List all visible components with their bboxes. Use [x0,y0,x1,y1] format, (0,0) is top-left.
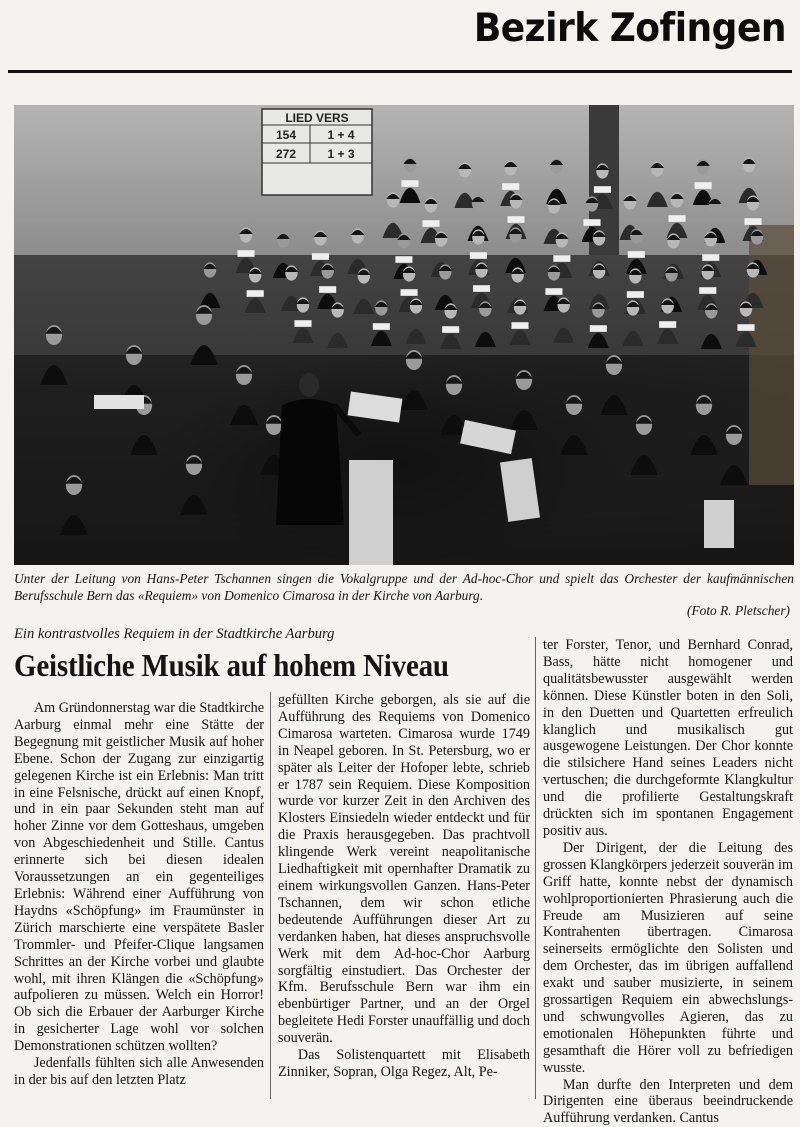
article-column-1 [14,700,264,1089]
photo-illustration [14,105,794,565]
section-masthead: Bezirk Zofingen [473,6,786,52]
board-header: LIED VERS [285,111,349,125]
paragraph: Jedenfalls fühlten sich alle Anwesenden in der bis auf den letzten Platz [14,1055,264,1088]
article-kicker: Ein kontrastvolles Requiem in der Stadtkirche Aarburg [14,626,335,642]
article-column-2 [278,692,530,1081]
music-stand [704,500,734,548]
paragraph: Der Dirigent, der die Leitung des grossen Klangkörpers jederzeit souverän im Griff hatte, konnte nebst der dynamisch wohlproportionierten Phrasierung auch die Freude am Musizieren auf seine Kontrahenten übertragen. Cimarosa seinerseits ermöglichte den Solisten und dem Orchester, das im übrigen auffallend exakt und sauber musizierte, in seinem grossartigen Requiem ein abwechslungs- und schwungvolles Agieren, das zu emotionalen Höhepunkten führte und gesamthaft die Hörer voll zu befriedigen wusste. [543,839,793,1076]
music-stand [94,395,144,409]
article-column-3 [543,637,793,1127]
header-rule [8,70,792,73]
concert-photo [14,105,794,565]
podium [349,460,393,565]
article-headline: Geistliche Musik auf hohem Niveau [14,649,449,684]
column-divider [535,637,536,1099]
board-vers-2: 1 + 3 [327,147,355,161]
paragraph: Man durfte den Interpreten und dem Dirigenten eine überaus beeindruckende Aufführung verdanken. Cantus [543,1076,793,1127]
board-lied-2: 272 [275,147,297,161]
paragraph: ter Forster, Tenor, und Bernhard Conrad, Bass, hätte nicht homogener und qualitätsbewusster ausgewählt werden können. Diese Künstler boten in den Soli, in den Duetten und Quartetten erfreulich klanglich und musikalisch gut ausgewogene Leistungen. Der Chor konnte die stilsichere Hand seines Leaders nicht vertuschen; die durchgeformte Klangkultur und die profilierte Gestaltungskraft drückten sich im spontanen Engagement positiv aus. [543,637,793,839]
column-divider [270,692,271,1099]
board-lied-1: 154 [275,128,297,142]
board-vers-1: 1 + 4 [327,128,355,142]
paragraph: Am Gründonnerstag war die Stadtkirche Aarburg einmal mehr eine Stätte der Begegnung mit geistlicher Musik auf hoher Ebene. Schon der Zugang zur einzigartig gelegenen Kirche ist ein Erlebnis: Man tritt in eine Felsnische, drückt auf einen Knopf, und in ein paar Sekunden steht man auf hoher Zinne vor dem Gotteshaus, umgeben von Abgeschiedenheit und Stille. Cantus erinnerte sich bei diesen idealen Voraussetzungen an ein gegenteiliges Erlebnis: Während einer Aufführung von Haydns «Schöpfung» im Fraumünster in Zürich marschierte eine verspätete Basler Trommler- und Pfeifer-Clique langsamen Schrittes an der Kirche vorbei und glaubte wohl, mit ihren Klängen die «Schöpfung» aufpolieren zu müssen. Welch ein Horror! Ob sich die Erbauer der Aarburger Kirche in gesicherter Lage wohl vor solchen Demonstrationen schützen wollten? [14,700,264,1055]
paragraph: Das Solistenquartett mit Elisabeth Zinniker, Sopran, Olga Regez, Alt, Pe- [278,1047,530,1080]
photo-credit: (Foto R. Pletscher) [687,603,790,618]
paragraph: gefüllten Kirche geborgen, als sie auf die Aufführung des Requiems von Domenico Cimarosa warteten. Cimarosa wurde 1749 in Neapel geboren. In St. Petersburg, wo er später als Leiter der Hofoper lebte, schrieb er 1787 sein Requiem. Diese Komposition wurde vor kurzer Zeit in den Archiven des Klosters Einsiedeln wieder entdeckt und für die Praxis herausgegeben. Das prachtvoll klingende Werk vereint neapolitanische Liedhaftigkeit mit opernhafter Dramatik zu einem wirkungsvollen Ganzen. Hans-Peter Tschannen, dem wir schon etliche bedeutende Aufführungen dieser Art zu verdanken haben, hat dieses anspruchsvolle Werk mit dem Ad-hoc-Chor Aarburg sorgfältig einstudiert. Das Orchester der Kfm. Berufsschule Bern war ihm ein ebenbürtiger Partner, und an der Orgel begleitete Hedi Forster unauffällig und doch souverän. [278,692,530,1047]
photo-caption: Unter der Leitung von Hans-Peter Tschannen singen die Vokalgruppe und der Ad-hoc-Chor und spielt das Orchester der kaufmännischen Berufsschule Bern das «Requiem» von Domenico Cimarosa in der Kirche von Aarburg. [14,571,794,603]
hymn-number-board [262,109,372,195]
